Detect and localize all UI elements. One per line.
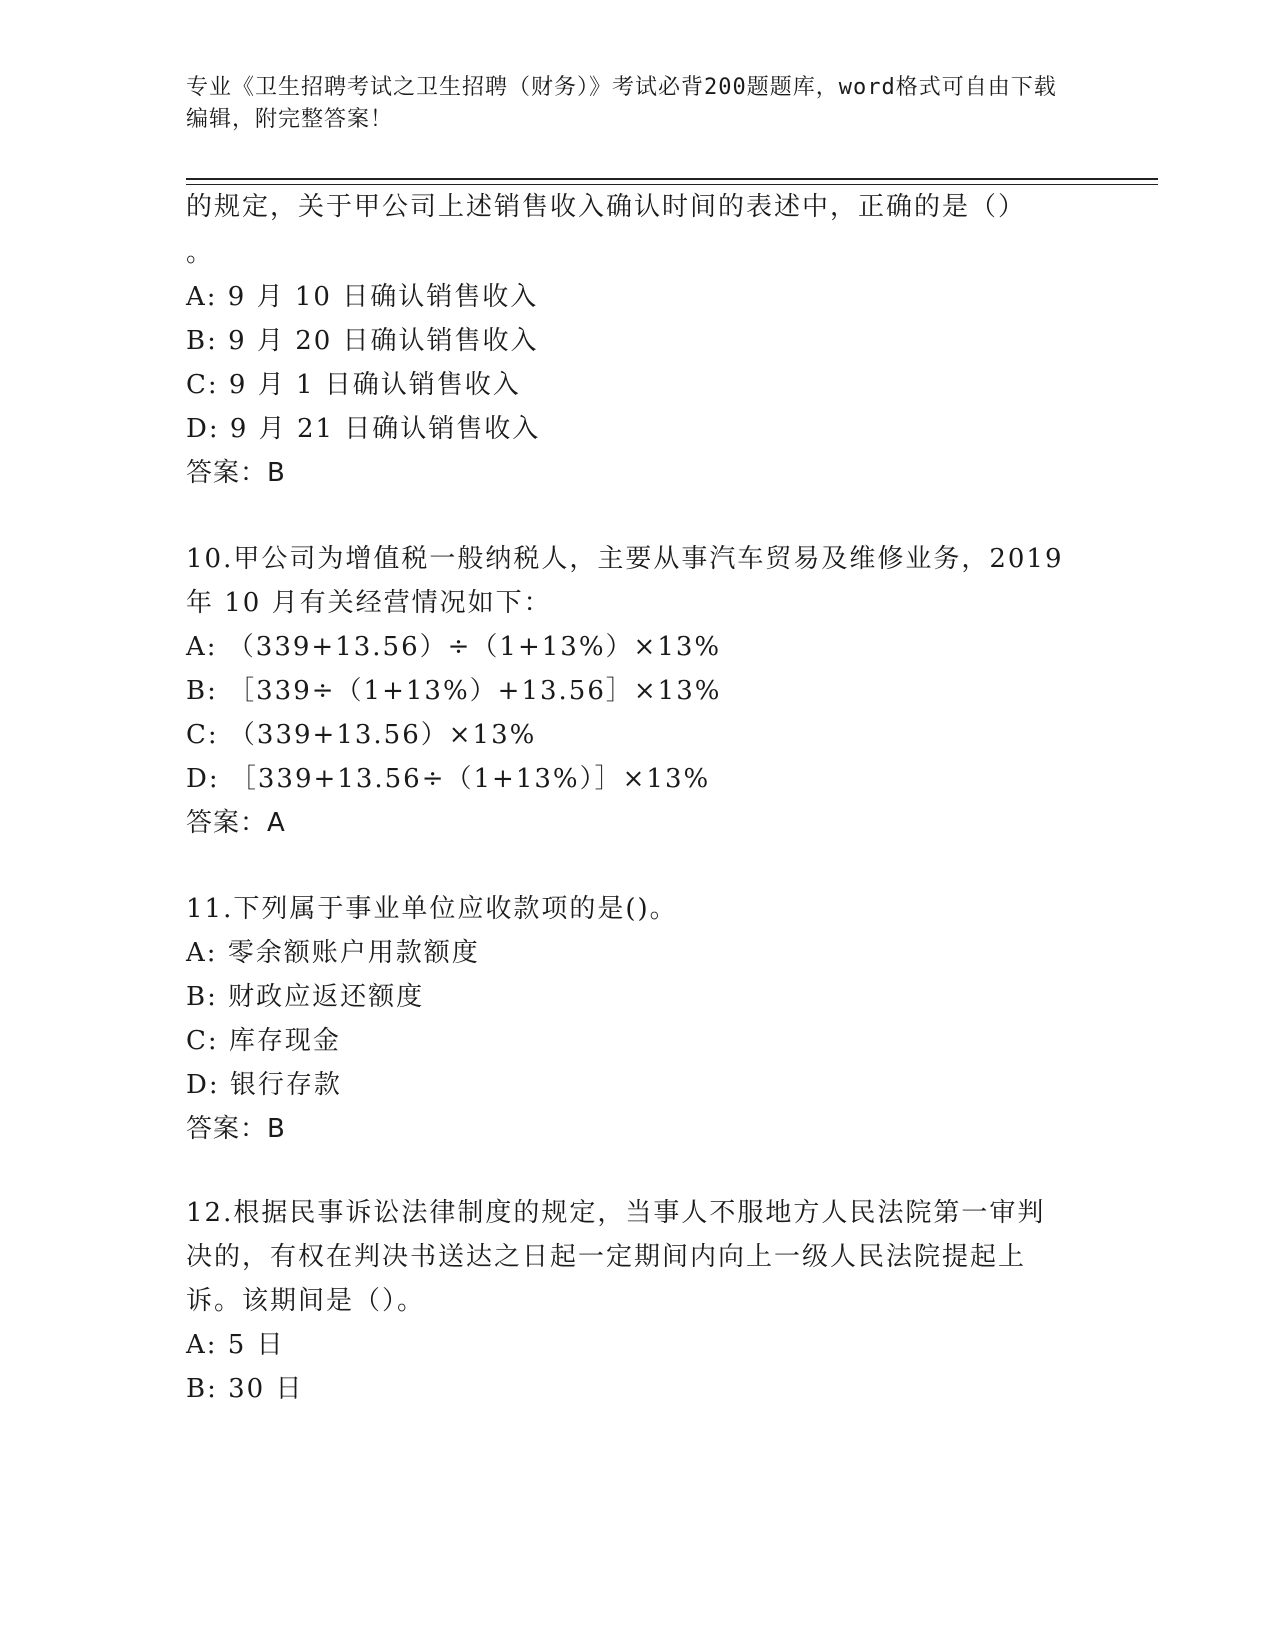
header-divider-top xyxy=(186,178,1158,180)
question-10-stem-line-2: 年 10 月有关经营情况如下： xyxy=(186,588,552,618)
question-9-stem-end: 。 xyxy=(186,238,215,268)
question-10-stem-line-1: 10.甲公司为增值税一般纳税人，主要从事汽车贸易及维修业务，2019 xyxy=(186,544,1064,574)
question-11-option-b: B: 财政应返还额度 xyxy=(186,982,425,1012)
header-divider-bottom xyxy=(186,184,1158,185)
document-header: 专业《卫生招聘考试之卫生招聘（财务）》考试必背200题题库，word格式可自由下载编辑，附完整答案！ xyxy=(186,75,1057,132)
question-11-option-c: C: 库存现金 xyxy=(186,1026,341,1056)
question-9-option-a: A: 9 月 10 日确认销售收入 xyxy=(186,282,539,312)
question-12-option-b: B: 30 日 xyxy=(186,1374,304,1404)
question-9-option-d: D: 9 月 21 日确认销售收入 xyxy=(186,414,541,444)
question-11-option-a: A: 零余额账户用款额度 xyxy=(186,938,480,968)
question-12-stem-line-2: 决的，有权在判决书送达之日起一定期间内向上一级人民法院提起上 xyxy=(186,1242,1027,1272)
question-12-stem-line-3: 诉。该期间是（）。 xyxy=(186,1286,426,1316)
question-9-answer: 答案：B xyxy=(186,458,286,488)
question-10-answer: 答案：A xyxy=(186,808,286,838)
question-10-option-d: D: ［339+13.56÷（1+13%）］×13% xyxy=(186,764,711,794)
question-11-answer: 答案：B xyxy=(186,1114,286,1144)
question-10-option-a: A: （339+13.56）÷（1+13%）×13% xyxy=(186,632,722,662)
question-11-option-d: D: 银行存款 xyxy=(186,1070,342,1100)
question-11-stem: 11.下列属于事业单位应收款项的是()。 xyxy=(186,894,678,924)
question-9-option-c: C: 9 月 1 日确认销售收入 xyxy=(186,370,521,400)
question-12-option-a: A: 5 日 xyxy=(186,1330,285,1360)
question-10-option-b: B: ［339÷（1+13%）+13.56］×13% xyxy=(186,676,722,706)
question-9-stem: 的规定，关于甲公司上述销售收入确认时间的表述中，正确的是（） xyxy=(186,192,1027,222)
question-9-option-b: B: 9 月 20 日确认销售收入 xyxy=(186,326,539,356)
question-10-option-c: C: （339+13.56）×13% xyxy=(186,720,537,750)
question-12-stem-line-1: 12.根据民事诉讼法律制度的规定，当事人不服地方人民法院第一审判 xyxy=(186,1198,1046,1228)
